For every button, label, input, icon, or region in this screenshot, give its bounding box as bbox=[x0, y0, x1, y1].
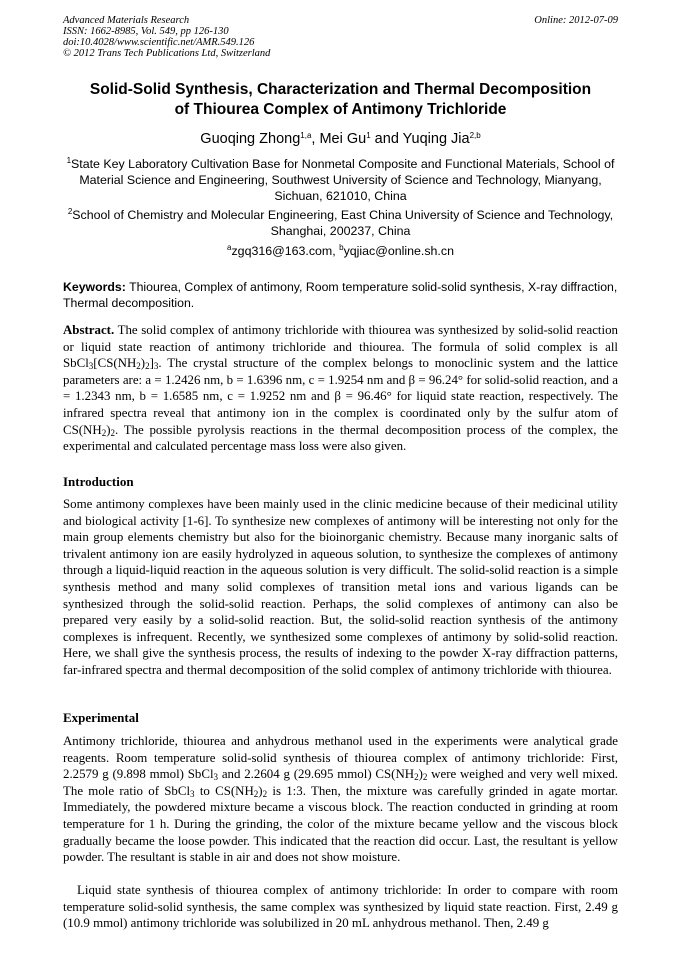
author-1-affil: 1,a bbox=[300, 131, 312, 140]
doi-line: doi:10.4028/www.scientific.net/AMR.549.126 bbox=[63, 37, 255, 48]
title-line-1: Solid-Solid Synthesis, Characterization and Thermal Decomposition bbox=[89, 81, 592, 98]
author-2-affil: 1 bbox=[366, 131, 371, 140]
subscript: 2 bbox=[110, 427, 115, 438]
journal-name: Advanced Materials Research bbox=[63, 15, 190, 26]
keywords-text: Thiourea, Complex of antimony, Room temperature solid-solid synthesis, X-ray diffraction, Thermal decomposition. bbox=[63, 280, 618, 310]
email-b[interactable]: yqjiac@online.sh.cn bbox=[343, 244, 454, 258]
copyright-line: © 2012 Trans Tech Publications Ltd, Switzerland bbox=[63, 48, 271, 59]
subscript: 3 bbox=[153, 361, 159, 372]
email-a-mark: a bbox=[227, 243, 232, 252]
subscript: 2 bbox=[136, 361, 141, 372]
paragraph-text: is 1:3. Then, the mixture was carefully grinded in agate mortar. Immediately, the powdered mixture became a viscous block. The reaction conducted in grinding at room temperature for 1 h. During the grinding, the color of the mixture became yellow and the viscous block gradually became the loose powder. This indicated that the reaction did occur. Last, the resultant is yellow powder. The resultant is stable in air and does not show moisture. bbox=[63, 783, 618, 865]
author-separator: , bbox=[311, 131, 320, 147]
online-date: Online: 2012-07-09 bbox=[534, 15, 618, 26]
experimental-paragraph-1 bbox=[63, 733, 618, 866]
subscript: 2 bbox=[253, 788, 259, 799]
author-separator: and bbox=[370, 131, 403, 147]
abstract-text: ) bbox=[106, 422, 111, 437]
experimental-paragraph-2: Liquid state synthesis of thiourea complex of antimony trichloride: In order to compare with room temperature solid-solid synthesis, the same complex was synthesized by liquid state reaction. First, 2.49 g (10.9 mmol) antimony trichloride was solubilized in 20 mL anhydrous methanol. Then, 2.49 g bbox=[63, 883, 618, 931]
subscript: 3 bbox=[190, 788, 195, 799]
issn-line: ISSN: 1662-8985, Vol. 549, pp 126-130 bbox=[63, 26, 229, 37]
abstract-text: The solid complex of antimony trichloride with thiourea was synthesized by solid-solid reaction or liquid state reaction of antimony trichloride and thiourea. The formula of solid complex is all SbCl bbox=[63, 323, 618, 371]
experimental-heading: Experimental bbox=[63, 710, 139, 725]
paragraph-text: and 2.2604 g (29.695 mmol) CS(NH bbox=[218, 767, 415, 782]
subscript: 2 bbox=[422, 772, 428, 783]
paragraph-text: ) bbox=[258, 783, 263, 798]
paragraph-text: to CS(NH bbox=[194, 783, 254, 798]
email-line bbox=[63, 243, 618, 259]
subscript: 2 bbox=[145, 361, 150, 372]
affiliation-2 bbox=[63, 207, 618, 239]
paragraph-text: Antimony trichloride, thiourea and anhydrous methanol used in the experiments were analytical grade reagents. Room temperature solid-solid synthesis of thiourea complex of antimony trichloride: First, 2.2579 g (9.898 mmol) SbCl bbox=[63, 734, 618, 782]
author-list bbox=[63, 130, 618, 148]
author-2: Mei Gu bbox=[319, 131, 367, 147]
affiliation-1-line-2: Material Science and Engineering, Southwest University of Science and Technology, Mianyang, bbox=[79, 173, 602, 187]
abstract-text: ) bbox=[140, 356, 146, 371]
subscript: 2 bbox=[414, 772, 419, 783]
abstract-label: Abstract. bbox=[63, 323, 115, 337]
abstract-text: . The crystal structure of the complex belongs to monoclinic system and the lattice parameters are: bbox=[63, 356, 618, 387]
introduction-text: Some antimony complexes have been mainly used in the clinic medicine because of their medicinal utility and biological activity [1-6]. To synthesize new complexes of antimony will be interesting not only for the main group elements chemistry but also for the bioinorganic chemistry. Because many inorganic salts of trivalent antimony ion are easily hydrolyzed in aqueous solution, to synthesize the complexes of antimony through a liquid-liquid reaction in the aqueous solution is very difficult. The solid-solid reaction is a simple synthesis method and many solid complexes of transition metal ions and various ligands can be synthesized through the solid-solid reaction. Perhaps, the solid complexes of antimony can also be prepared very easily by a solid-solid reaction. But, the solid-solid reaction synthesis of the antimony complexes is infrequent. Recently, we synthesized some complexes of antimony by solid-solid reaction. Here, we shall give the synthesis process, the results of indexing to the powder X-ray diffraction patterns, far-infrared spectra and thermal decomposition of the solid complex of antimony trichloride with thiourea. bbox=[63, 497, 618, 677]
paper-title bbox=[63, 80, 618, 120]
affiliation-2-mark: 2 bbox=[67, 207, 73, 216]
affiliation-1-line-1: State Key Laboratory Cultivation Base for Nonmetal Composite and Functional Materials, School of bbox=[71, 157, 615, 171]
title-line-2: of Thiourea Complex of Antimony Trichloride bbox=[174, 101, 507, 118]
lattice-parameters: a = 1.2426 nm, b = 1.6396 nm, c = 1.9254 nm and β = 96.24° for solid-solid reaction, and a = 1.2343 nm, b = 1.6585 nm, c = 1.9252 nm and β = 96.46° for liquid state reaction, bbox=[63, 372, 618, 404]
abstract bbox=[63, 322, 618, 455]
abstract-text: [CS(NH bbox=[93, 356, 137, 371]
journal-header bbox=[63, 15, 618, 59]
paragraph-text: ) bbox=[418, 767, 423, 782]
subscript: 3 bbox=[88, 361, 94, 372]
affiliation-1-line-3: Sichuan, 621010, China bbox=[274, 189, 407, 203]
email-b-mark: b bbox=[339, 243, 344, 252]
affiliation-2-line-1: School of Chemistry and Molecular Engineering, East China University of Science and Technology, bbox=[72, 208, 614, 222]
paragraph-text: were weighed and very well mixed. The mole ratio of SbCl bbox=[63, 767, 618, 798]
author-3: Yuqing Jia bbox=[402, 131, 470, 147]
email-a[interactable]: zgq316@163.com, bbox=[231, 244, 340, 258]
author-1: Guoqing Zhong bbox=[200, 131, 301, 147]
author-3-affil: 2,b bbox=[469, 131, 481, 140]
affiliation-1 bbox=[63, 156, 618, 204]
keywords-label: Keywords: bbox=[63, 280, 126, 294]
abstract-text: respectively. The infrared spectra reveal that antimony ion in the complex is coordinated only by the sulfur atom of CS(NH bbox=[63, 389, 618, 437]
abstract-text: . The possible pyrolysis reactions in the thermal decomposition process of the complex, the experimental and calculated percentage mass loss were also given. bbox=[63, 422, 618, 454]
introduction-heading: Introduction bbox=[63, 474, 134, 489]
affiliation-2-line-2: Shanghai, 200237, China bbox=[270, 224, 411, 238]
subscript: 2 bbox=[101, 427, 107, 438]
abstract-text: ] bbox=[149, 356, 154, 371]
subscript: 2 bbox=[262, 788, 268, 799]
affiliation-1-mark: 1 bbox=[66, 156, 72, 165]
keywords bbox=[63, 279, 618, 311]
subscript: 3 bbox=[213, 772, 219, 783]
